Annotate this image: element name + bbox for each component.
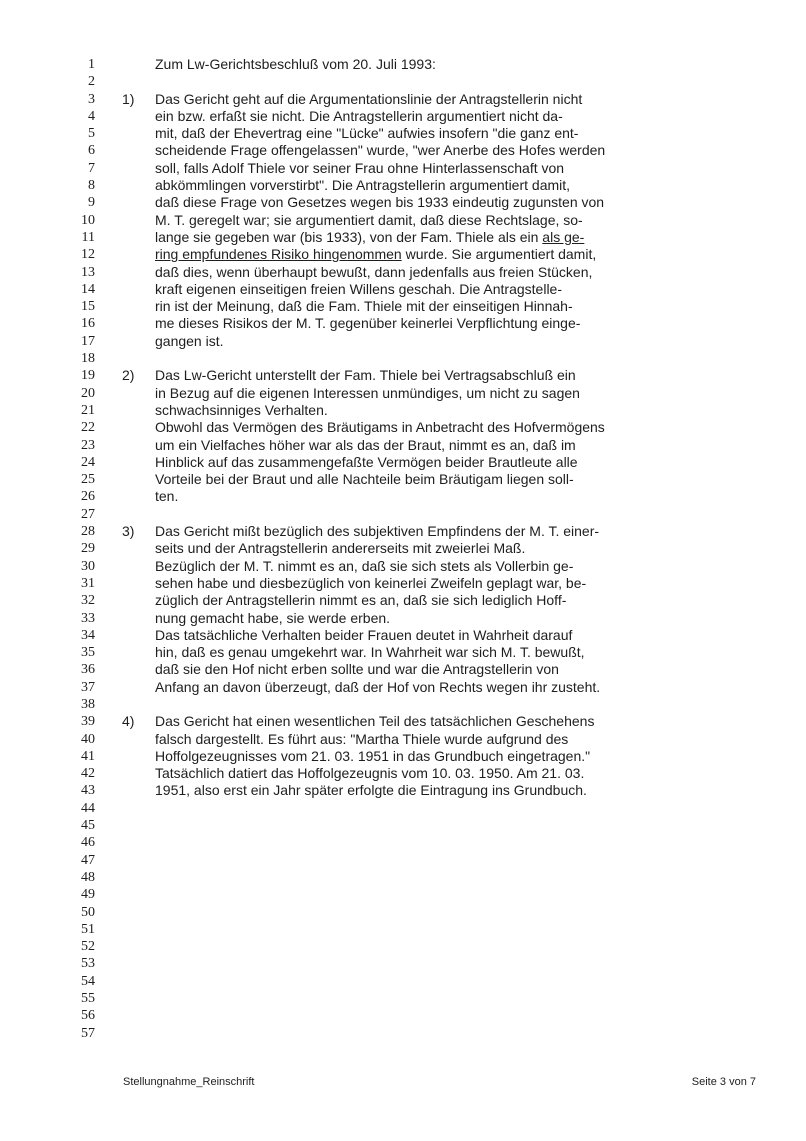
line-number: 30 bbox=[81, 558, 95, 574]
list-marker bbox=[122, 281, 155, 298]
line-text: scheidende Frage offengelassen" wurde, "wer Anerbe des Hofes werden bbox=[155, 142, 606, 159]
line-number: 10 bbox=[81, 212, 95, 228]
list-marker bbox=[122, 540, 155, 557]
document-line bbox=[0, 782, 605, 799]
list-marker bbox=[122, 506, 155, 523]
line-number: 37 bbox=[81, 679, 95, 695]
document-line bbox=[0, 834, 605, 851]
line-number: 39 bbox=[81, 714, 95, 730]
footer-page-indicator: Seite 3 von 7 bbox=[691, 1076, 756, 1088]
plain-text: wurde. Sie argumentiert damit, bbox=[401, 246, 597, 263]
line-text: Hinblick auf das zusammengefaßte Vermögen beider Brautleute alle bbox=[155, 453, 578, 470]
line-text: Obwohl das Vermögen des Bräutigams in Anbetracht des Hofvermögens bbox=[155, 419, 605, 436]
document-line bbox=[0, 644, 605, 661]
list-marker bbox=[122, 990, 155, 1007]
list-marker bbox=[122, 661, 155, 678]
list-marker bbox=[122, 817, 155, 834]
line-text: Bezüglich der M. T. nimmt es an, daß sie sich stets als Vollerbin ge- bbox=[155, 557, 574, 574]
line-number: 33 bbox=[81, 610, 95, 626]
document-line bbox=[0, 177, 605, 194]
list-marker bbox=[122, 108, 155, 125]
line-number: 21 bbox=[81, 402, 95, 418]
line-text: Zum Lw-Gerichtsbeschluß vom 20. Juli 1993: bbox=[155, 56, 436, 72]
line-text: seits und der Antragstellerin andererseits mit zweierlei Maß. bbox=[155, 540, 526, 557]
line-number: 35 bbox=[81, 645, 95, 661]
line-text: ein bzw. erfaßt sie nicht. Die Antragstellerin argumentiert nicht da- bbox=[155, 107, 563, 124]
list-marker bbox=[122, 592, 155, 609]
line-number: 40 bbox=[81, 731, 95, 747]
underlined-text: ring empfundenes Risiko hingenommen bbox=[155, 246, 402, 263]
list-marker: 3) bbox=[122, 523, 135, 540]
document-line bbox=[0, 1007, 605, 1024]
line-number: 23 bbox=[81, 437, 95, 453]
list-marker bbox=[122, 350, 155, 367]
document-line bbox=[0, 229, 605, 246]
line-number: 57 bbox=[81, 1025, 95, 1041]
list-marker bbox=[122, 748, 155, 765]
document-line bbox=[0, 886, 605, 903]
line-number: 2 bbox=[88, 74, 95, 90]
line-text bbox=[155, 246, 596, 263]
list-marker bbox=[122, 315, 155, 332]
list-marker bbox=[122, 125, 155, 142]
list-marker bbox=[122, 731, 155, 748]
line-number: 56 bbox=[81, 1008, 95, 1024]
line-number: 46 bbox=[81, 835, 95, 851]
line-number: 22 bbox=[81, 420, 95, 436]
document-line bbox=[0, 56, 605, 73]
list-marker bbox=[122, 834, 155, 851]
line-number: 7 bbox=[88, 160, 95, 176]
line-text: 1951, also erst ein Jahr später erfolgte die Eintragung ins Grundbuch. bbox=[155, 782, 587, 799]
line-number: 24 bbox=[81, 454, 95, 470]
line-text: ten. bbox=[155, 488, 179, 505]
document-line bbox=[0, 246, 605, 263]
line-number: 53 bbox=[81, 956, 95, 972]
document-line bbox=[0, 264, 605, 281]
line-text: gangen ist. bbox=[155, 332, 224, 349]
list-marker bbox=[122, 869, 155, 886]
document-line bbox=[0, 713, 605, 730]
line-number: 15 bbox=[81, 299, 95, 315]
line-number: 45 bbox=[81, 818, 95, 834]
document-line bbox=[0, 696, 605, 713]
document-line bbox=[0, 108, 605, 125]
document-line bbox=[0, 91, 605, 108]
list-marker bbox=[122, 73, 155, 90]
document-line bbox=[0, 350, 605, 367]
document-line bbox=[0, 488, 605, 505]
list-marker bbox=[122, 765, 155, 782]
list-marker bbox=[122, 644, 155, 661]
list-marker bbox=[122, 333, 155, 350]
line-number: 18 bbox=[81, 351, 95, 367]
line-text: me dieses Risikos der M. T. gegenüber keinerlei Verpflichtung einge- bbox=[155, 315, 581, 332]
document-line bbox=[0, 419, 605, 436]
list-marker bbox=[122, 419, 155, 436]
line-number: 26 bbox=[81, 489, 95, 505]
list-marker bbox=[122, 402, 155, 419]
line-number: 51 bbox=[81, 921, 95, 937]
list-marker bbox=[122, 437, 155, 454]
list-marker bbox=[122, 973, 155, 990]
document-line bbox=[0, 437, 605, 454]
line-number: 3 bbox=[88, 91, 95, 107]
line-text: nung gemacht habe, sie werde erben. bbox=[155, 609, 391, 626]
line-text: sehen habe und diesbezüglich von keinerlei Zweifeln geplagt war, be- bbox=[155, 574, 587, 591]
document-line bbox=[0, 333, 605, 350]
list-marker bbox=[122, 782, 155, 799]
line-text: schwachsinniges Verhalten. bbox=[155, 401, 328, 418]
line-number: 12 bbox=[81, 247, 95, 263]
line-text: Das Gericht hat einen wesentlichen Teil des tatsächlichen Geschehens bbox=[155, 713, 595, 730]
line-text: abkömmlingen vorverstirbt". Die Antragstellerin argumentiert damit, bbox=[155, 177, 571, 194]
document-line bbox=[0, 125, 605, 142]
line-number: 5 bbox=[88, 126, 95, 142]
document-line bbox=[0, 575, 605, 592]
line-number: 54 bbox=[81, 973, 95, 989]
line-text: Tatsächlich datiert das Hoffolgezeugnis vom 10. 03. 1950. Am 21. 03. bbox=[155, 765, 585, 782]
line-text: Das Gericht mißt bezüglich des subjektiven Empfindens der M. T. einer- bbox=[155, 523, 600, 540]
document-line bbox=[0, 73, 605, 90]
document-line bbox=[0, 212, 605, 229]
document-line bbox=[0, 938, 605, 955]
line-text: rin ist der Meinung, daß die Fam. Thiele mit der einseitigen Hinnah- bbox=[155, 298, 573, 315]
plain-text: lange sie gegeben war (bis 1933), von der Fam. Thiele als ein bbox=[155, 228, 543, 245]
list-marker: 2) bbox=[122, 367, 135, 384]
line-number: 44 bbox=[81, 800, 95, 816]
document-line bbox=[0, 385, 605, 402]
line-number: 9 bbox=[88, 195, 95, 211]
line-number: 4 bbox=[88, 108, 95, 124]
document-line bbox=[0, 973, 605, 990]
line-number: 47 bbox=[81, 852, 95, 868]
line-number: 55 bbox=[81, 991, 95, 1007]
line-text: hin, daß es genau umgekehrt war. In Wahrheit war sich M. T. bewußt, bbox=[155, 644, 585, 661]
list-marker bbox=[122, 488, 155, 505]
list-marker bbox=[122, 246, 155, 263]
list-marker bbox=[122, 212, 155, 229]
list-marker bbox=[122, 558, 155, 575]
line-number: 8 bbox=[88, 178, 95, 194]
document-line bbox=[0, 558, 605, 575]
list-marker bbox=[122, 627, 155, 644]
line-number: 25 bbox=[81, 472, 95, 488]
line-text bbox=[155, 229, 584, 246]
underlined-text: als ge- bbox=[542, 228, 585, 245]
line-number: 38 bbox=[81, 696, 95, 712]
line-text: Das tatsächliche Verhalten beider Frauen deutet in Wahrheit darauf bbox=[155, 626, 573, 643]
document-line bbox=[0, 990, 605, 1007]
line-number: 41 bbox=[81, 748, 95, 764]
line-number: 31 bbox=[81, 575, 95, 591]
list-marker bbox=[122, 142, 155, 159]
line-number: 1 bbox=[88, 57, 95, 72]
line-text: falsch dargestellt. Es führt aus: "Martha Thiele wurde aufgrund des bbox=[155, 730, 569, 747]
document-line bbox=[0, 367, 605, 384]
line-number: 36 bbox=[81, 662, 95, 678]
line-text: kraft eigenen einseitigen freien Willens geschah. Die Antragstelle- bbox=[155, 280, 563, 297]
line-number: 11 bbox=[81, 229, 95, 245]
line-number: 32 bbox=[81, 593, 95, 609]
line-number: 19 bbox=[81, 368, 95, 384]
document-line bbox=[0, 298, 605, 315]
list-marker bbox=[122, 264, 155, 281]
document-line bbox=[0, 955, 605, 972]
document-line bbox=[0, 523, 605, 540]
list-marker bbox=[122, 177, 155, 194]
list-marker bbox=[122, 886, 155, 903]
document-line bbox=[0, 627, 605, 644]
line-text: züglich der Antragstellerin nimmt es an, daß sie sich lediglich Hoff- bbox=[155, 592, 567, 609]
line-number: 20 bbox=[81, 385, 95, 401]
line-text: mit, daß der Ehevertrag eine "Lücke" aufwies insofern "die ganz ent- bbox=[155, 125, 579, 142]
list-marker bbox=[122, 679, 155, 696]
line-number: 48 bbox=[81, 869, 95, 885]
page-footer bbox=[123, 1076, 756, 1089]
list-marker bbox=[122, 852, 155, 869]
list-marker bbox=[122, 160, 155, 177]
line-text: daß diese Frage von Gesetzes wegen bis 1933 eindeutig zugunsten von bbox=[155, 194, 605, 211]
list-marker bbox=[122, 938, 155, 955]
line-number: 13 bbox=[81, 264, 95, 280]
document-line bbox=[0, 800, 605, 817]
list-marker bbox=[122, 298, 155, 315]
document-line bbox=[0, 852, 605, 869]
line-number: 52 bbox=[81, 939, 95, 955]
line-number: 43 bbox=[81, 783, 95, 799]
list-marker bbox=[122, 575, 155, 592]
document-line bbox=[0, 281, 605, 298]
document-line bbox=[0, 661, 605, 678]
line-text: Das Gericht geht auf die Argumentationslinie der Antragstellerin nicht bbox=[155, 90, 583, 107]
line-text: soll, falls Adolf Thiele vor seiner Frau ohne Hinterlassenschaft von bbox=[155, 159, 565, 176]
document-line bbox=[0, 592, 605, 609]
line-text: Hoffolgezeugnisses vom 21. 03. 1951 in das Grundbuch eingetragen." bbox=[155, 747, 591, 764]
line-text: Das Lw-Gericht unterstellt der Fam. Thiele bei Vertragsabschluß ein bbox=[155, 367, 576, 384]
line-number: 14 bbox=[81, 281, 95, 297]
line-number: 29 bbox=[81, 541, 95, 557]
document-line bbox=[0, 142, 605, 159]
line-text: daß dies, wenn überhaupt bewußt, dann jedenfalls aus freien Stücken, bbox=[155, 263, 593, 280]
document-line bbox=[0, 679, 605, 696]
document-line bbox=[0, 817, 605, 834]
document-line bbox=[0, 454, 605, 471]
document-line bbox=[0, 731, 605, 748]
list-marker bbox=[122, 921, 155, 938]
document-line bbox=[0, 540, 605, 557]
list-marker bbox=[122, 229, 155, 246]
document-line bbox=[0, 610, 605, 627]
document-line bbox=[0, 194, 605, 211]
line-number: 50 bbox=[81, 904, 95, 920]
line-number: 6 bbox=[88, 143, 95, 159]
document-line bbox=[0, 506, 605, 523]
list-marker bbox=[122, 194, 155, 211]
list-marker bbox=[122, 610, 155, 627]
line-number: 34 bbox=[81, 627, 95, 643]
line-number: 28 bbox=[81, 524, 95, 540]
line-text: M. T. geregelt war; sie argumentiert damit, daß diese Rechtslage, so- bbox=[155, 211, 583, 228]
list-marker: 1) bbox=[122, 90, 135, 107]
line-number: 49 bbox=[81, 887, 95, 903]
document-line bbox=[0, 904, 605, 921]
footer-document-name: Stellungnahme_Reinschrift bbox=[123, 1076, 255, 1088]
list-marker bbox=[122, 904, 155, 921]
line-text: Vorteile bei der Braut und alle Nachteile beim Bräutigam liegen soll- bbox=[155, 471, 574, 488]
line-number: 42 bbox=[81, 766, 95, 782]
list-marker bbox=[122, 471, 155, 488]
list-marker bbox=[122, 955, 155, 972]
line-text: daß sie den Hof nicht erben sollte und war die Antragstellerin von bbox=[155, 661, 559, 678]
list-marker bbox=[122, 385, 155, 402]
list-marker bbox=[122, 1007, 155, 1024]
document-line bbox=[0, 921, 605, 938]
list-marker bbox=[122, 454, 155, 471]
list-marker bbox=[122, 696, 155, 713]
document-line bbox=[0, 1025, 605, 1042]
line-text: in Bezug auf die eigenen Interessen unmündiges, um nicht zu sagen bbox=[155, 384, 580, 401]
document-line bbox=[0, 765, 605, 782]
line-number: 27 bbox=[81, 506, 95, 522]
document-body bbox=[0, 56, 605, 1042]
line-text: Anfang an davon überzeugt, daß der Hof von Rechts wegen ihr zusteht. bbox=[155, 678, 601, 695]
line-number: 16 bbox=[81, 316, 95, 332]
line-number: 17 bbox=[81, 333, 95, 349]
document-line bbox=[0, 869, 605, 886]
list-marker bbox=[122, 800, 155, 817]
list-marker bbox=[122, 56, 155, 73]
document-line bbox=[0, 471, 605, 488]
list-marker bbox=[122, 1025, 155, 1042]
document-line bbox=[0, 160, 605, 177]
document-line bbox=[0, 748, 605, 765]
line-text: um ein Vielfaches höher war als das der Braut, nimmt es an, daß im bbox=[155, 436, 576, 453]
list-marker: 4) bbox=[122, 713, 135, 730]
document-line bbox=[0, 402, 605, 419]
document-line bbox=[0, 315, 605, 332]
